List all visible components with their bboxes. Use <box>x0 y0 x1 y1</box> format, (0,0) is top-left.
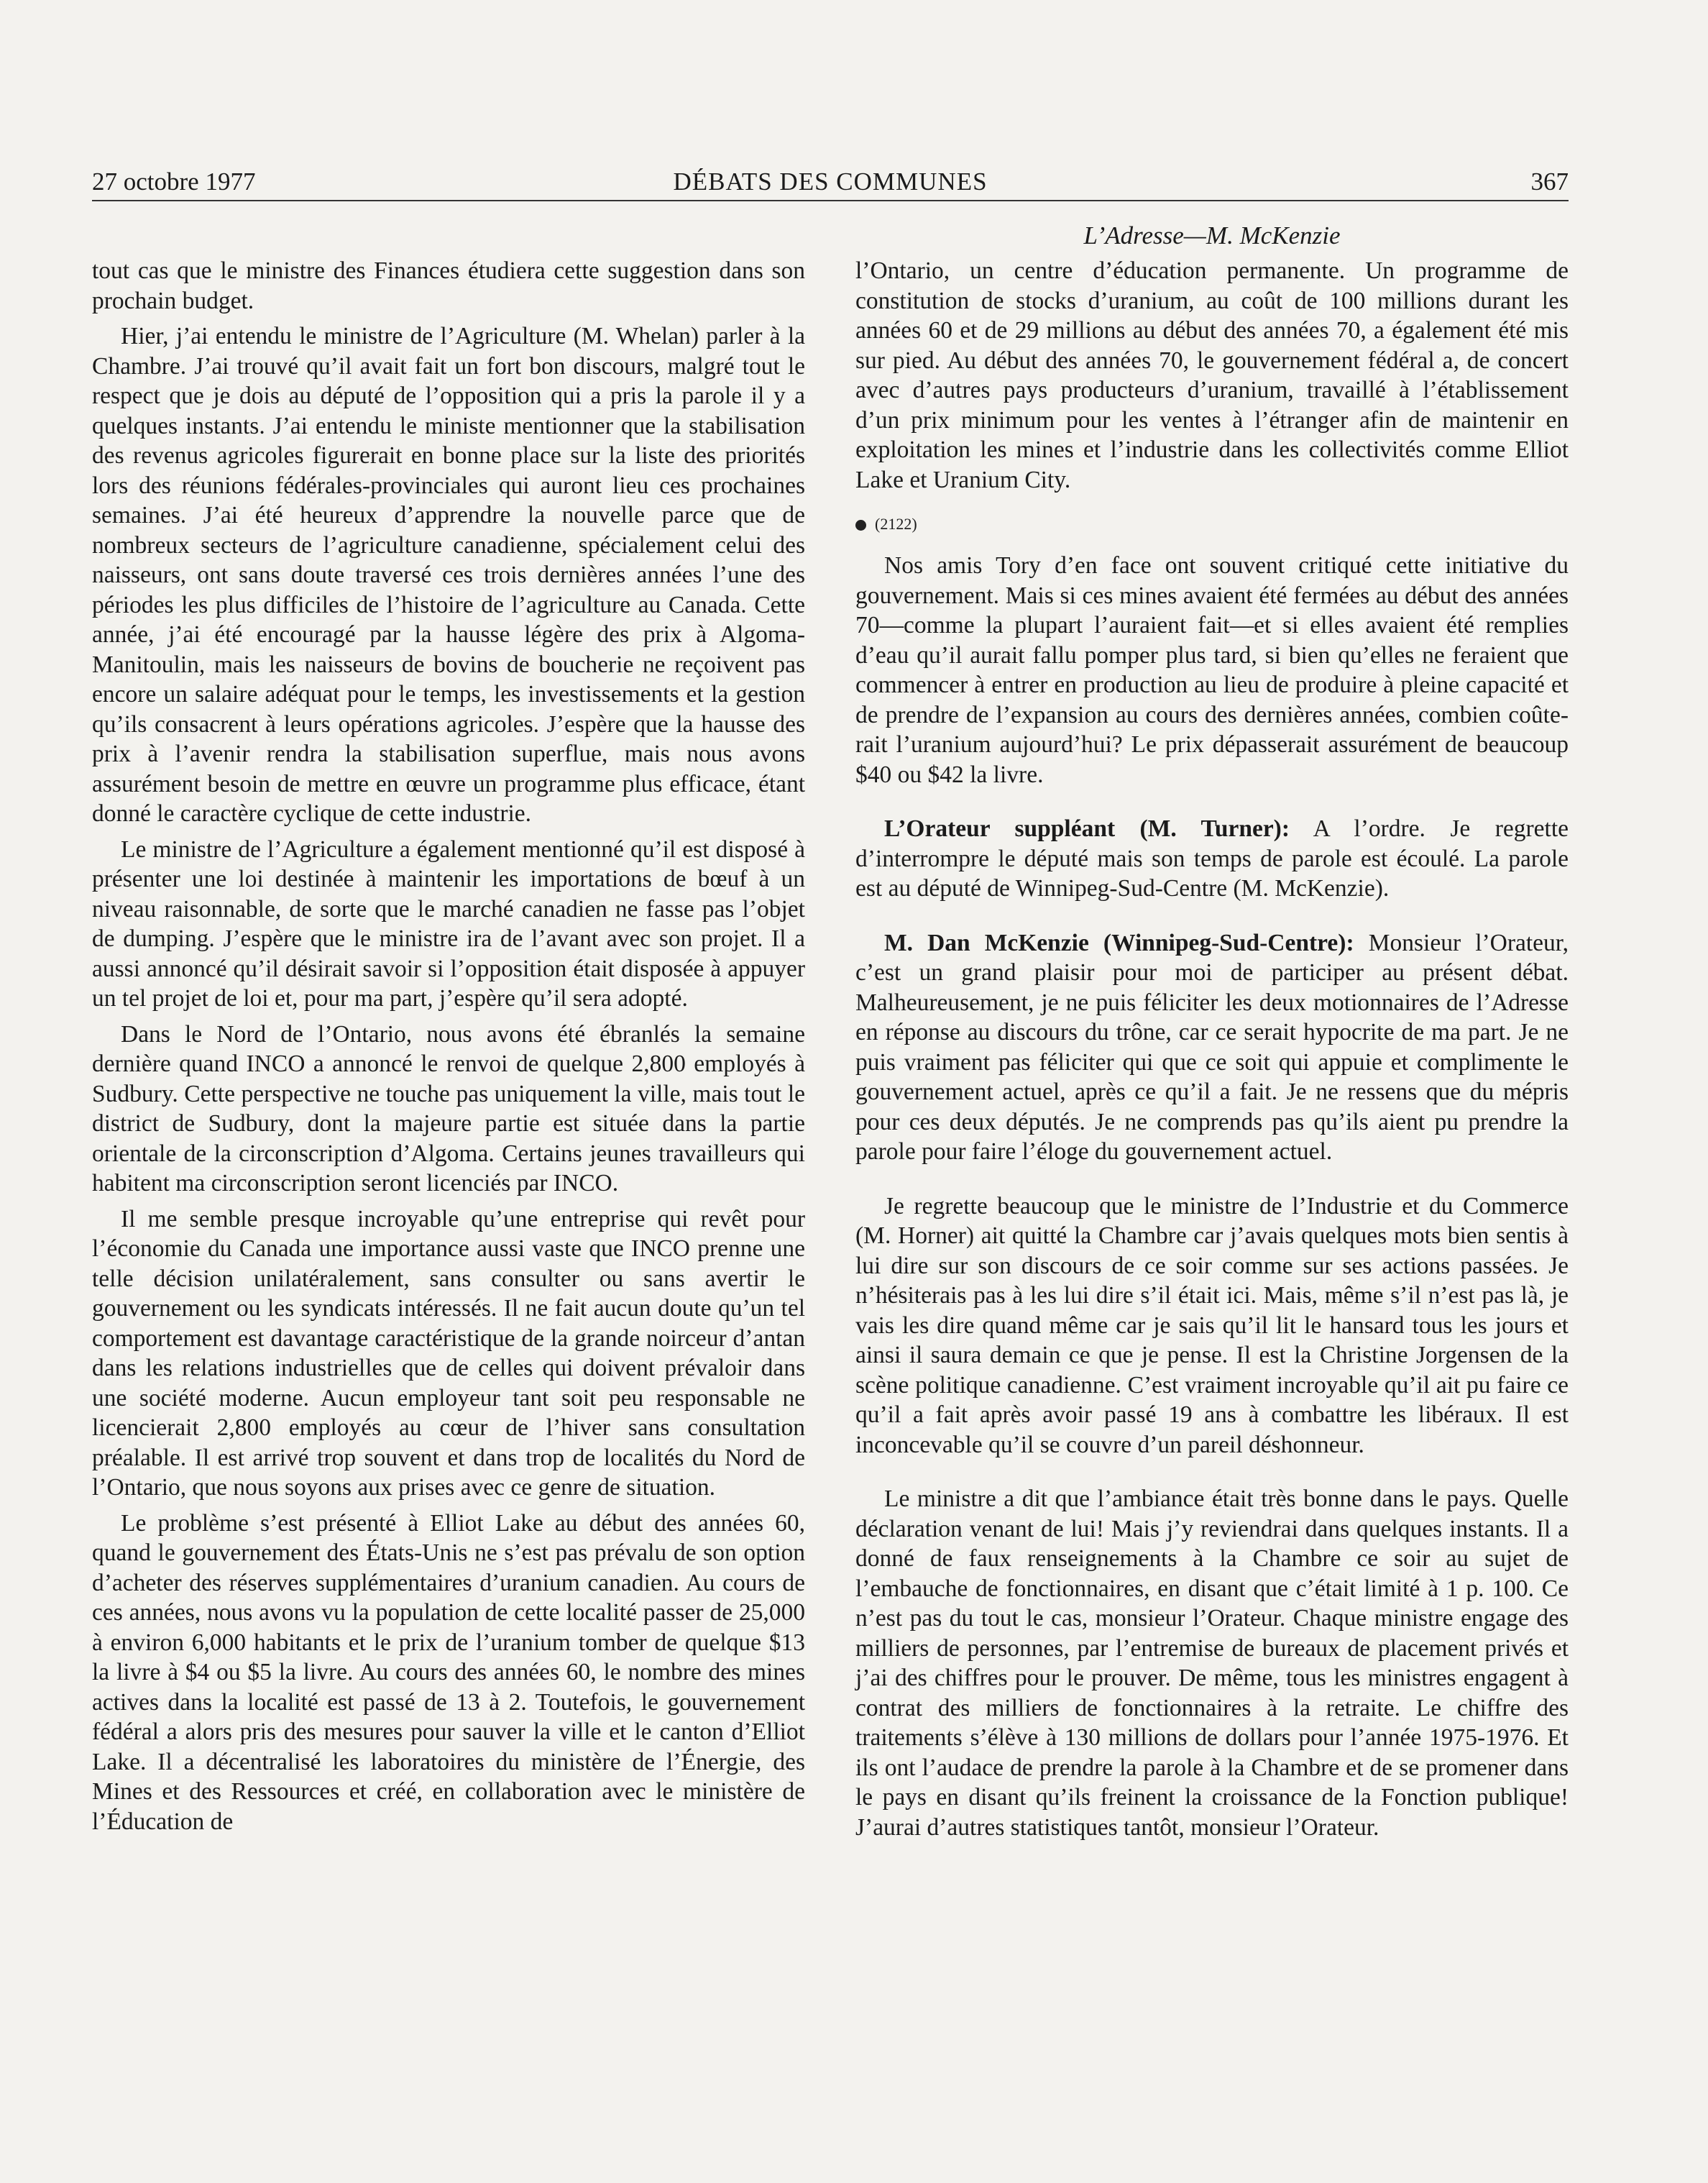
paragraph: Dans le Nord de l’Ontario, nous avons été ébranlés la semaine dernière quand INCO a annoncé le renvoi de quelque 2,800 employés à Sudbury. Cette perspective ne touche pas uniquement la ville, mais tout le district de Sudbury, dont la majeure partie est située dans la partie orientale de la circonscription d’Algoma. Certains jeunes travailleurs qui habitent ma circonscription seront licenciés par INCO. <box>92 1020 805 1196</box>
right-column <box>855 256 1569 1848</box>
left-column <box>92 256 805 1842</box>
speech-text: Monsieur l’Orateur, c’est un grand plaisir pour moi de participer au présent débat. Malheureusement, je ne puis féliciter les deux motionnaires de l’Adresse en réponse au discours du trône, car ce serait hypocrite de ma part. Je ne puis vraiment pas féliciter qui que ce soit qui appuie et complimente le gouvernement actuel, après ce qu’il a fait. Je ne ressens que du mépris pour ces deux députés. Je ne comprends pas qu’ils aient pu prendre la parole pour faire l’éloge du gouvernement actuel. <box>855 929 1569 1165</box>
paragraph: Le ministre de l’Agriculture a également mentionné qu’il est disposé à présenter une loi destinée à maintenir les importations de bœuf à un niveau raisonnable, de sorte que le marché canadien ne fasse pas l’objet de dumping. J’espère que le ministre ira de l’avant avec son projet. Il a aussi annoncé qu’il désirait savoir si l’opposition était disposée à appuyer un tel projet de loi et, pour ma part, j’espère qu’il sera adopté. <box>92 836 805 1012</box>
page-header <box>92 164 1569 201</box>
running-head: L’Adresse—M. McKenzie <box>1083 221 1341 250</box>
paragraph: Nos amis Tory d’en face ont souvent critiqué cette initiative du gouvernement. Mais si ces mines avaient été fermées au début des années 70—comme la plupart l’auraient fait—et si elles avaient été remplies d’eau qu’il aurait fallu pomper plus tard, si bien qu’elles ne feraient que commencer à entrer en production au lieu de produire à pleine capacité et de prendre de l’expansion au cours des dernières années, combien coûterait l’uranium aujourd’hui? Le prix dépasserait assurément de beaucoup $40 ou $42 la livre. <box>855 552 1569 788</box>
header-title: DÉBATS DES COMMUNES <box>673 168 988 196</box>
paragraph: Le ministre a dit que l’ambiance était très bonne dans le pays. Quelle déclaration venant de lui! Mais j’y reviendrai dans quelques instants. Il a donné de faux renseignements à la Chambre ce soir au sujet de l’embauche de fonctionnaires, en disant que c’était limité à 1 p. 100. Ce n’est pas du tout le cas, monsieur l’Orateur. Chaque ministre engage des milliers de personnes, par l’entremise de bureaux de placement privés et j’ai des chiffres pour le prouver. De même, tous les ministres engagent à contrat des milliers de fonctionnaires à la retraite. Le chiffre des traitements s’élève à 130 millions de dollars pour l’année 1975-1976. Et ils ont l’audace de prendre la parole à la Chambre et de se promener dans le pays en disant qu’ils freinent la croissance de la Fonction publique! J’aurai d’autres statistiques tantôt, monsieur l’Orateur. <box>855 1486 1569 1841</box>
bullet-icon <box>855 520 866 531</box>
time-marker <box>855 513 1569 535</box>
paragraph: Le problème s’est présenté à Elliot Lake au début des années 60, quand le gouvernement des États-Unis ne s’est pas prévalu de son option d’acheter des réserves supplémentaires d’uranium canadien. Au cours de ces années, nous avons vu la population de cette localité passer de 25,000 à environ 6,000 habitants et le prix de l’uranium tomber de quelque $13 la livre à $4 ou $5 la livre. Au cours des années 60, le nombre des mines actives dans la localité est passé de 13 à 2. Toutefois, le gouvernement fédéral a alors pris des mesures pour sauver la ville et le canton d’Elliot Lake. Il a décentralisé les laboratoires du ministère de l’Énergie, des Mines et des Ressources et créé, en collaboration avec le ministère de l’Éducation de <box>92 1509 805 1835</box>
paragraph: Il me semble presque incroyable qu’une entreprise qui revêt pour l’économie du Canada une importance aussi vaste que INCO prenne une telle décision unilatéralement, sans consulter ou sans avertir le gouvernement ou les syndicats intéressés. Il ne fait aucun doute qu’un tel comportement est davantage caractéristique de la grande noirceur d’antan dans les relations industrielles que de celles qui doivent prévaloir dans une société moderne. Aucun employeur tant soit peu responsable ne licencierait 2,800 employés au cœur de l’hiver sans consultation préalable. Il est arrivé trop souvent et dans trop de localités du Nord de l’Ontario, que nous soyons aux prises avec ce genre de situation. <box>92 1205 805 1501</box>
paragraph: tout cas que le ministre des Finances étudiera cette suggestion dans son prochain budget. <box>92 257 805 314</box>
paragraph: Hier, j’ai entendu le ministre de l’Agriculture (M. Whelan) parler à la Chambre. J’ai trouvé qu’il avait fait un fort bon discours, malgré tout le respect que je dois au député de l’opposition qui a pris la parole il y a quelques instants. J’ai entendu le ministe mentionner que la stabilisation des revenus agricoles figurerait en bonne place sur la liste des priorités lors des réunions fédérales-provinciales qui auront lieu ces prochaines semaines. J’ai été heureux d’apprendre la nouvelle parce que de nombreux secteurs de l’agriculture canadienne, spécialement celui des naisseurs, ont sans doute traversé ces trois dernières années l’une des périodes les plus difficiles de l’histoire de l’agriculture au Canada. Cette année, j’ai été encouragé par la hausse légère des prix à Algoma-Manitoulin, mais les naisseurs de bovins de boucherie ne reçoivent pas encore un salaire adéquat pour le temps, les investissements et la gestion qu’ils consacrent à leurs opérations agricoles. J’espère que la hausse des prix à l’avenir rendra la stabilisation superflue, mais nous avons assurément besoin de mettre en œuvre un programme plus efficace, étant donné le caractère cyclique de cette industrie. <box>92 323 805 827</box>
speaker-name: M. Dan McKenzie (Winnipeg-Sud-Centre): <box>884 929 1354 956</box>
page-number: 367 <box>1530 168 1569 196</box>
paragraph: Je regrette beaucoup que le ministre de l’Industrie et du Commerce (M. Horner) ait quitté la Chambre car j’avais quelques mots bien sentis à lui dire sur son discours de ce soir comme sur ses actions passées. Je n’hésiterais pas à les lui dire s’il était ici. Mais, même s’il n’est pas là, je vais les dire quand même car je sais qu’il lit le hansard tous les jours et ainsi il saura demain ce que je pense. Il est la Christine Jorgensen de la scène politique canadienne. C’est vraiment incroyable qu’il ait pu faire ce qu’il a fait après avoir passé 19 ans à combattre les libéraux. Il est inconcevable qu’il se couvre d’un pareil déshonneur. <box>855 1192 1569 1458</box>
paragraph: l’Ontario, un centre d’éducation permanente. Un programme de constitution de stocks d’uranium, au coût de 100 millions durant les années 60 et de 29 millions au début des années 70, a également été mis sur pied. Au début des années 70, le gouvernement fédéral a, de concert avec d’autres pays producteurs d’uranium, travaillé à l’établissement d’un prix minimum pour les ventes à l’étranger afin de maintenir en exploitation les mines et l’industrie dans les collectivités comme Elliot Lake et Uranium City. <box>855 257 1569 493</box>
speaker-paragraph <box>855 814 1569 904</box>
time-marker-text: (2122) <box>875 515 917 533</box>
speech-text: A l’ordre. Je regrette d’interrompre le député mais son temps de parole est écoulé. La parole est au député de Winnipeg-Sud-Centre (M. McKenzie). <box>855 815 1569 902</box>
speaker-name: L’Orateur suppléant (M. Turner): <box>884 815 1290 842</box>
header-date: 27 octobre 1977 <box>92 168 256 196</box>
speaker-paragraph <box>855 928 1569 1167</box>
